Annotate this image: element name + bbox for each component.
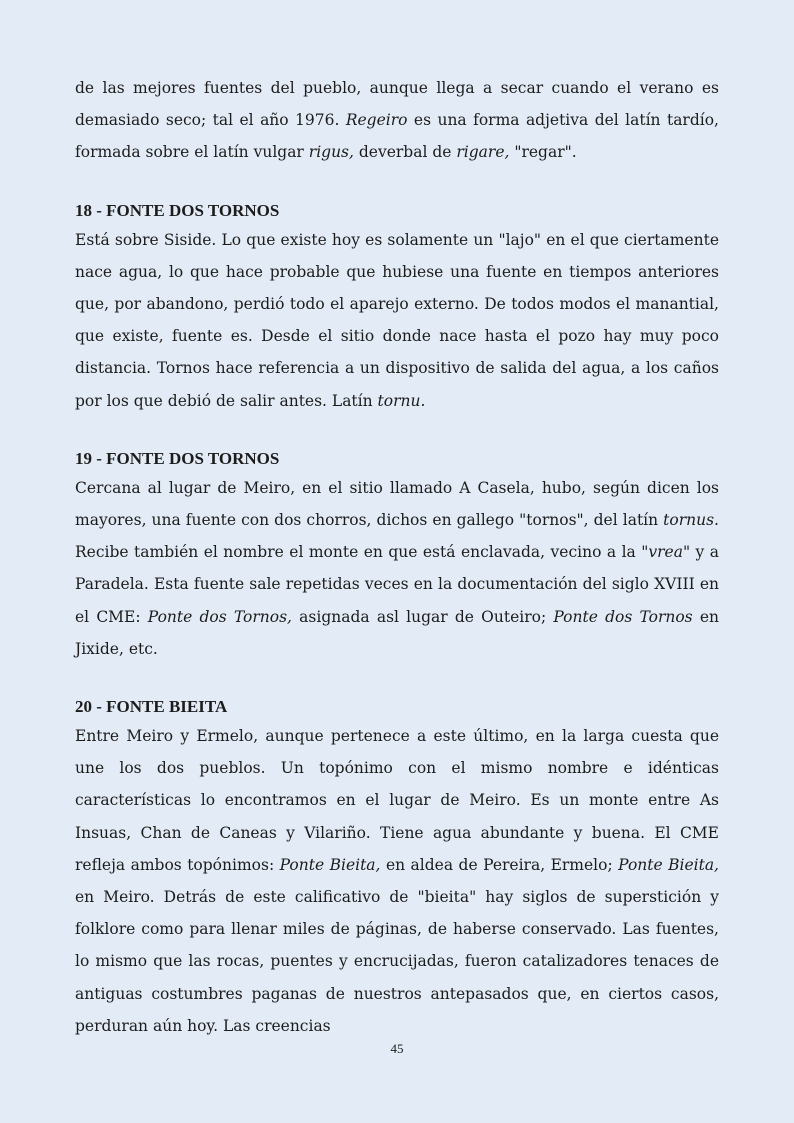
page-number: 45 <box>390 1041 404 1056</box>
text-span: de las mejores fuentes del pueblo, aunque llega a secar cuando el verano es demasiado seco; tal el año 1976. <box>75 79 719 130</box>
text-span: y a Paradela. Esta fuente sale repetidas veces en la documentación del siglo XVIII en el CME: <box>75 543 719 626</box>
section-19 <box>75 442 719 665</box>
section-heading: 20 - FONTE BIEITA <box>75 697 228 717</box>
text-span: es una forma adjetiva del latín tardío, formada sobre el latín vulgar <box>75 111 719 162</box>
italic-term: tornu. <box>377 391 426 410</box>
section-heading: 18 - FONTE DOS TORNOS <box>75 200 280 220</box>
document-page <box>75 72 719 1067</box>
text-span: Recibe también el nombre el monte en que está enclavada, vecino a la <box>75 543 642 562</box>
text-span: en Meiro. Detrás de este calificativo de "bieita" hay siglos de superstición y folklore como para llenar miles de páginas, de haberse conservado. Las fuentes, lo mismo que las rocas, puentes y encrucijadas, fueron catalizadores tenaces de antiguas costumbres paganas de nuestros antepasados que, en ciertos casos, perduran aún hoy. Las creencias <box>75 888 719 1035</box>
italic-term: rigare, <box>456 143 510 162</box>
section-paragraph <box>75 720 719 1042</box>
text-span: en Jixide, etc. <box>75 607 719 658</box>
text-span: Está sobre Siside. Lo que existe hoy es solamente un "lajo" en el que ciertamente nace agua, lo que hace probable que hubiese una fuente en tiempos anteriores que, por abandono, perdió todo el aparejo externo. De todos modos el manantial, que existe, fuente es. Desde el sitio donde nace hasta el pozo hay muy poco distancia. Tornos hace referencia a un dispositivo de salida del agua, a los caños por los que debió de salir antes. Latín <box>75 230 719 410</box>
italic-term: Regeiro <box>345 111 408 130</box>
italic-term: rigus, <box>308 143 354 162</box>
text-span: Entre Meiro y Ermelo, aunque pertenece a este último, en la larga cuesta que une los dos pueblos. Un topónimo con el mismo nombre e idénticas características lo encontramos en el lugar de Meiro. Es un monte entre As Insuas, Chan de Caneas y Vilariño. Tiene agua abundante y buena. El CME refleja ambos topónimos: <box>75 727 719 874</box>
italic-term: Ponte dos Tornos, <box>147 607 292 626</box>
section-20 <box>75 690 719 1042</box>
text-span: asignada asl lugar de Outeiro; <box>291 607 554 626</box>
italic-term: "vrea" <box>641 543 691 562</box>
section-heading: 19 - FONTE DOS TORNOS <box>75 448 280 468</box>
text-span: "regar". <box>509 143 577 162</box>
section-paragraph <box>75 224 719 417</box>
text-span: deverbal de <box>353 143 457 162</box>
italic-term: tornus. <box>663 511 719 530</box>
section-18 <box>75 194 719 417</box>
text-span: en aldea de Pereira, Ermelo; <box>380 855 619 874</box>
italic-term: Ponte dos Tornos <box>553 607 693 626</box>
section-paragraph <box>75 472 719 665</box>
italic-term: Ponte Bieita, <box>618 855 719 874</box>
intro-paragraph <box>75 72 719 169</box>
text-span: Cercana al lugar de Meiro, en el sitio llamado A Casela, hubo, según dicen los mayores, una fuente con dos chorros, dichos en gallego "tornos", del latín <box>75 478 719 530</box>
italic-term: Ponte Bieita, <box>279 855 381 874</box>
